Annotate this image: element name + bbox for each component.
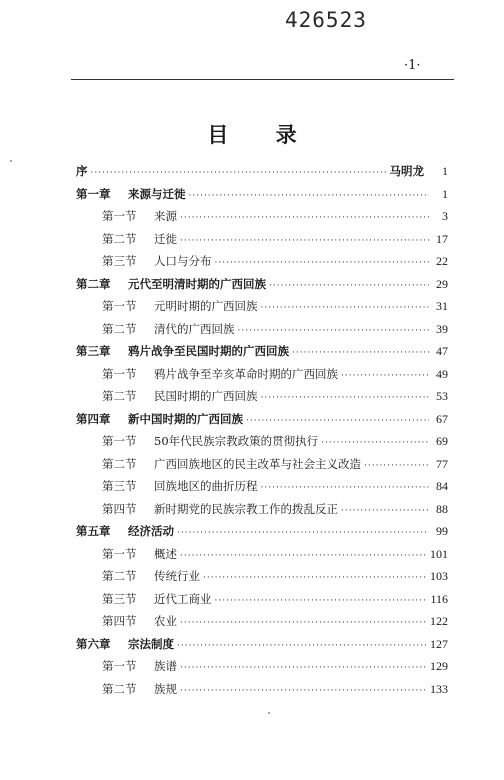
dot-leader [203, 567, 427, 590]
toc-chapter-entry[interactable] [76, 408, 448, 431]
toc-entry-title: 经济活动 [128, 524, 174, 538]
dot-leader [91, 162, 387, 185]
toc-section-entry[interactable] [76, 250, 448, 273]
toc-entry-page: 22 [436, 254, 448, 268]
toc-entry-label: 序 [76, 164, 88, 178]
toc-entry-title: 迁徙 [154, 231, 177, 246]
toc-entry-page: 133 [430, 681, 448, 696]
toc-entry-title: 清代的广西回族 [154, 321, 235, 336]
dot-leader [215, 252, 430, 275]
toc-entry-label: 第一节 [102, 366, 137, 381]
toc-entry-label: 第二节 [102, 456, 137, 471]
dot-leader [189, 185, 430, 208]
toc-section-entry[interactable] [76, 295, 448, 318]
toc-entry-title: 鸦片战争至辛亥革命时期的广西回族 [154, 366, 338, 381]
dot-leader [180, 680, 427, 703]
toc-chapter-entry[interactable] [76, 273, 448, 296]
dot-leader [364, 455, 429, 478]
toc-entry-label: 第二节 [102, 681, 137, 696]
scan-speck [268, 712, 270, 714]
toc-section-entry[interactable] [76, 228, 448, 251]
dot-leader [341, 365, 429, 388]
dot-leader [292, 342, 429, 365]
toc-section-entry[interactable] [76, 475, 448, 498]
toc-entry-label: 第四章 [76, 411, 111, 426]
dot-leader [177, 635, 427, 658]
toc-entry-label: 第一节 [102, 546, 137, 561]
dot-leader [177, 522, 429, 545]
toc-chapter-entry[interactable] [76, 160, 448, 183]
toc-entry-label: 第一节 [102, 434, 137, 448]
toc-section-entry[interactable] [76, 363, 448, 386]
dot-leader [261, 297, 430, 320]
toc-section-entry[interactable] [76, 430, 448, 453]
dot-leader [261, 477, 430, 500]
scan-speck [10, 160, 12, 162]
toc-entry-title: 新时期党的民族宗教工作的拨乱反正 [154, 501, 338, 516]
dot-leader [238, 320, 430, 343]
toc-chapter-entry[interactable] [76, 340, 448, 363]
dot-leader [341, 500, 429, 523]
toc-entry-label: 第三章 [76, 344, 111, 358]
toc-chapter-entry[interactable] [76, 520, 448, 543]
dot-leader [246, 410, 429, 433]
toc-entry-page: 67 [436, 411, 448, 426]
archive-stamp-number: 426523 [285, 8, 367, 32]
toc-entry-label: 第二节 [102, 231, 137, 246]
toc-entry-title: 人口与分布 [154, 254, 212, 268]
toc-entry-label: 第四节 [102, 614, 137, 628]
toc-entry-page: 69 [436, 434, 448, 448]
toc-entry-page: 3 [442, 209, 448, 223]
toc-section-entry[interactable] [76, 318, 448, 341]
table-of-contents [76, 160, 448, 700]
toc-entry-title: 宗法制度 [128, 636, 174, 651]
dot-leader [180, 657, 427, 680]
toc-section-entry[interactable] [76, 610, 448, 633]
toc-entry-title: 传统行业 [154, 569, 200, 583]
toc-entry-title: 来源 [154, 209, 177, 223]
page-number-marker: ·1· [404, 58, 421, 73]
toc-entry-title: 50年代民族宗教政策的贯彻执行 [154, 434, 319, 448]
toc-entry-page: 101 [430, 546, 448, 561]
toc-entry-label: 第三节 [102, 254, 137, 268]
toc-entry-label: 第六章 [76, 636, 111, 651]
toc-entry-label: 第二节 [102, 389, 137, 403]
toc-entry-label: 第一节 [102, 659, 137, 673]
toc-section-entry[interactable] [76, 655, 448, 678]
toc-section-entry[interactable] [76, 453, 448, 476]
toc-section-entry[interactable] [76, 678, 448, 701]
toc-entry-page: 84 [436, 479, 448, 493]
toc-entry-page: 49 [436, 366, 448, 381]
toc-entry-label: 第五章 [76, 524, 111, 538]
toc-entry-title: 元明时期的广西回族 [154, 299, 258, 313]
dot-leader [269, 275, 429, 298]
toc-entry-title: 概述 [154, 546, 177, 561]
toc-section-entry[interactable] [76, 498, 448, 521]
toc-entry-label: 第一章 [76, 186, 111, 201]
toc-entry-title: 来源与迁徙 [128, 186, 186, 201]
toc-entry-title: 近代工商业 [154, 591, 212, 606]
dot-leader [180, 230, 429, 253]
toc-entry-title: 元代至明清时期的广西回族 [128, 276, 266, 291]
toc-entry-page: 17 [436, 231, 448, 246]
toc-entry-label: 第一节 [102, 209, 137, 223]
toc-entry-title: 农业 [154, 614, 177, 628]
toc-chapter-entry[interactable] [76, 183, 448, 206]
toc-section-entry[interactable] [76, 565, 448, 588]
toc-entry-page: 88 [436, 501, 448, 516]
toc-section-entry[interactable] [76, 205, 448, 228]
toc-section-entry[interactable] [76, 588, 448, 611]
page-title: 目 录 [207, 122, 317, 147]
toc-entry-label: 第二章 [76, 276, 111, 291]
toc-entry-label: 第二节 [102, 569, 137, 583]
toc-entry-page: 1 [442, 186, 448, 201]
dot-leader [261, 387, 430, 410]
toc-entry-title: 鸦片战争至民国时期的广西回族 [128, 344, 289, 358]
toc-entry-title: 族规 [154, 681, 177, 696]
toc-section-entry[interactable] [76, 543, 448, 566]
toc-entry-page: 39 [436, 321, 448, 336]
toc-entry-page: 99 [436, 524, 448, 538]
toc-entry-label: 第二节 [102, 321, 137, 336]
toc-entry-page: 29 [436, 276, 448, 291]
dot-leader [215, 590, 428, 613]
toc-entry-title: 广西回族地区的民主改革与社会主义改造 [154, 456, 361, 471]
toc-entry-label: 第四节 [102, 501, 137, 516]
header-rule [71, 79, 454, 80]
toc-section-entry[interactable] [76, 385, 448, 408]
toc-entry-title: 族谱 [154, 659, 177, 673]
toc-entry-title: 回族地区的曲折历程 [154, 479, 258, 493]
toc-entry-page: 77 [436, 456, 448, 471]
toc-entry-page: 103 [430, 569, 448, 583]
dot-leader [180, 612, 427, 635]
toc-entry-page: 127 [430, 636, 448, 651]
toc-chapter-entry[interactable] [76, 633, 448, 656]
toc-entry-title: 新中国时期的广西回族 [128, 411, 243, 426]
toc-entry-page: 47 [436, 344, 448, 358]
toc-entry-page: 31 [436, 299, 448, 313]
toc-entry-label: 第三节 [102, 591, 137, 606]
toc-entry-page: 129 [430, 659, 448, 673]
toc-entry-page: 1 [442, 164, 448, 178]
toc-entry-page: 116 [430, 591, 448, 606]
toc-entry-label: 第三节 [102, 479, 137, 493]
toc-entry-title: 民国时期的广西回族 [154, 389, 258, 403]
toc-entry-page: 122 [430, 614, 448, 628]
toc-entry-label: 第一节 [102, 299, 137, 313]
toc-entry-author: 马明龙 [389, 164, 424, 178]
toc-entry-page: 53 [436, 389, 448, 403]
dot-leader [180, 545, 427, 568]
dot-leader [180, 207, 429, 230]
dot-leader [321, 432, 429, 455]
